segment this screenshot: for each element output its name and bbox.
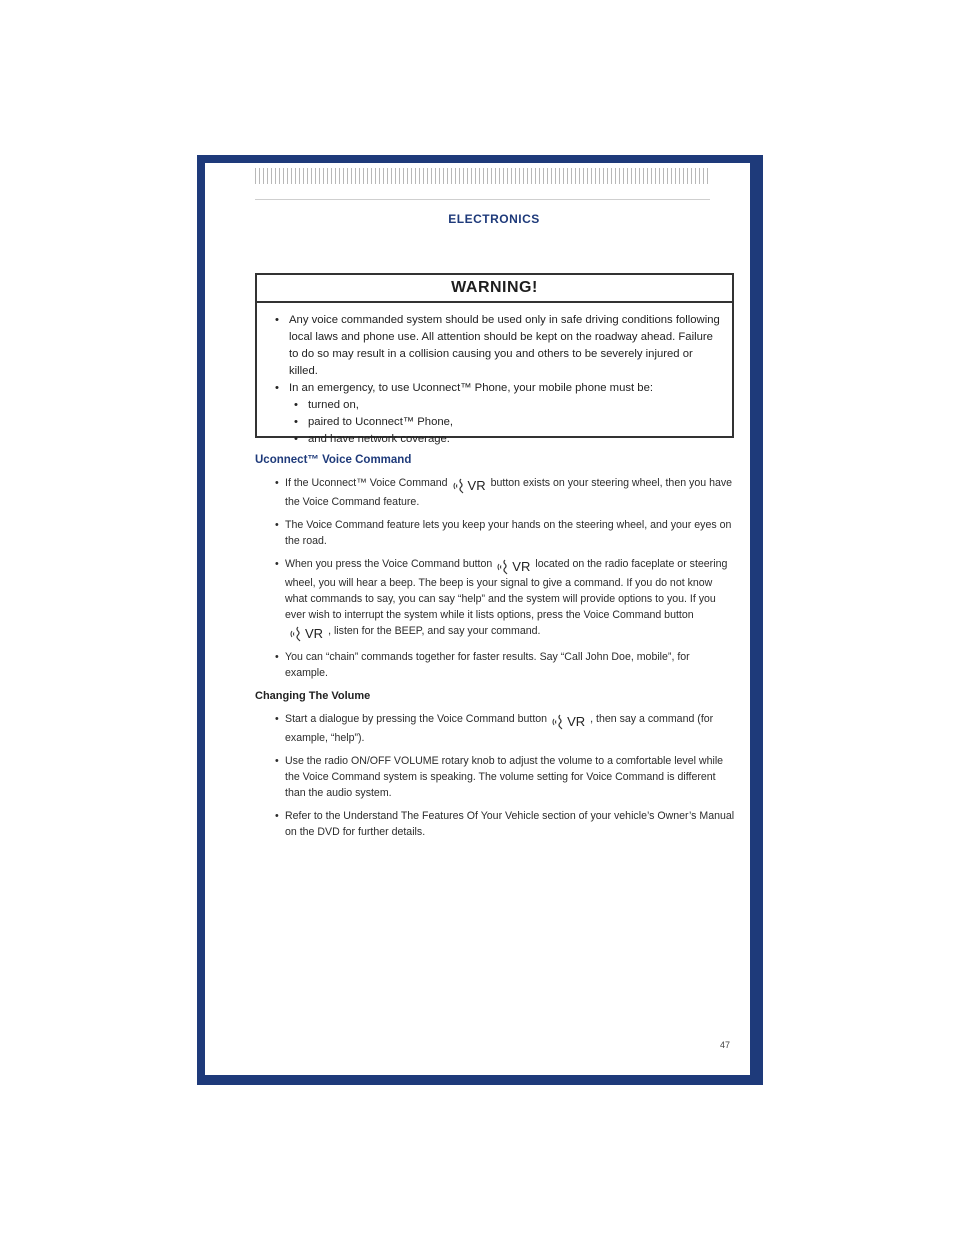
voice-command-icon [551, 714, 585, 730]
warning-subitem: • and have network coverage. [275, 431, 720, 448]
list-item: • Refer to the Understand The Features Of Your Vehicle section of your vehicle’s Owner’s Manual on the DVD for further details. [255, 808, 735, 840]
changing-volume-heading: Changing The Volume [255, 690, 371, 702]
list-item: • The Voice Command feature lets you keep your hands on the steering wheel, and your eyes on the road. [255, 517, 735, 549]
vr-label: VR [467, 478, 486, 493]
content [255, 452, 735, 847]
voice-command-icon [289, 626, 323, 642]
warning-subitem: • paired to Uconnect™ Phone, [275, 414, 720, 431]
warning-title: WARNING! [257, 275, 732, 303]
section-title: ELECTRONICS [448, 212, 540, 226]
vr-label: VR [567, 714, 586, 729]
warning-body [257, 303, 732, 448]
list-item: • Start a dialogue by pressing the Voice Command button VR , then say a command (for example, “help”). [255, 711, 735, 746]
list-item: • You can “chain” commands together for faster results. Say “Call John Doe, mobile”, for example. [255, 649, 735, 681]
page-number: 47 [719, 1040, 730, 1050]
list-item: • Use the radio ON/OFF VOLUME rotary knob to adjust the volume to a comfortable level while the Voice Command system is speaking. The volume setting for Voice Command is different than the audio system. [255, 753, 735, 801]
voice-command-heading: Uconnect™ Voice Command [255, 454, 412, 466]
warning-box [255, 273, 734, 445]
warning-item: • Any voice commanded system should be used only in safe driving conditions following local laws and phone use. All attention should be kept on the roadway ahead. Failure to do so may result in a collision causing you and others to be severely injured or killed. [275, 312, 720, 380]
voice-command-icon [452, 478, 486, 494]
header-divider [255, 199, 710, 200]
vr-label: VR [512, 559, 531, 574]
warning-subitem: • turned on, [275, 397, 720, 414]
list-item: • When you press the Voice Command button VR located on the radio faceplate or steering wheel, you will hear a beep. The beep is your signal to give a command. If you do not know what commands to say, you can say “help” and the system will provide options to you. If you ever wish to interrupt the system while it lists options, press the Voice Command buttonVR , listen for the BEEP, and say your command. [255, 556, 735, 642]
list-item: • If the Uconnect™ Voice Command VR button exists on your steering wheel, then you have the Voice Command feature. [255, 475, 735, 510]
header-ruler [255, 168, 710, 184]
vr-label: VR [305, 626, 324, 641]
warning-item: • In an emergency, to use Uconnect™ Phone, your mobile phone must be: [275, 380, 720, 397]
voice-command-icon [496, 559, 530, 575]
